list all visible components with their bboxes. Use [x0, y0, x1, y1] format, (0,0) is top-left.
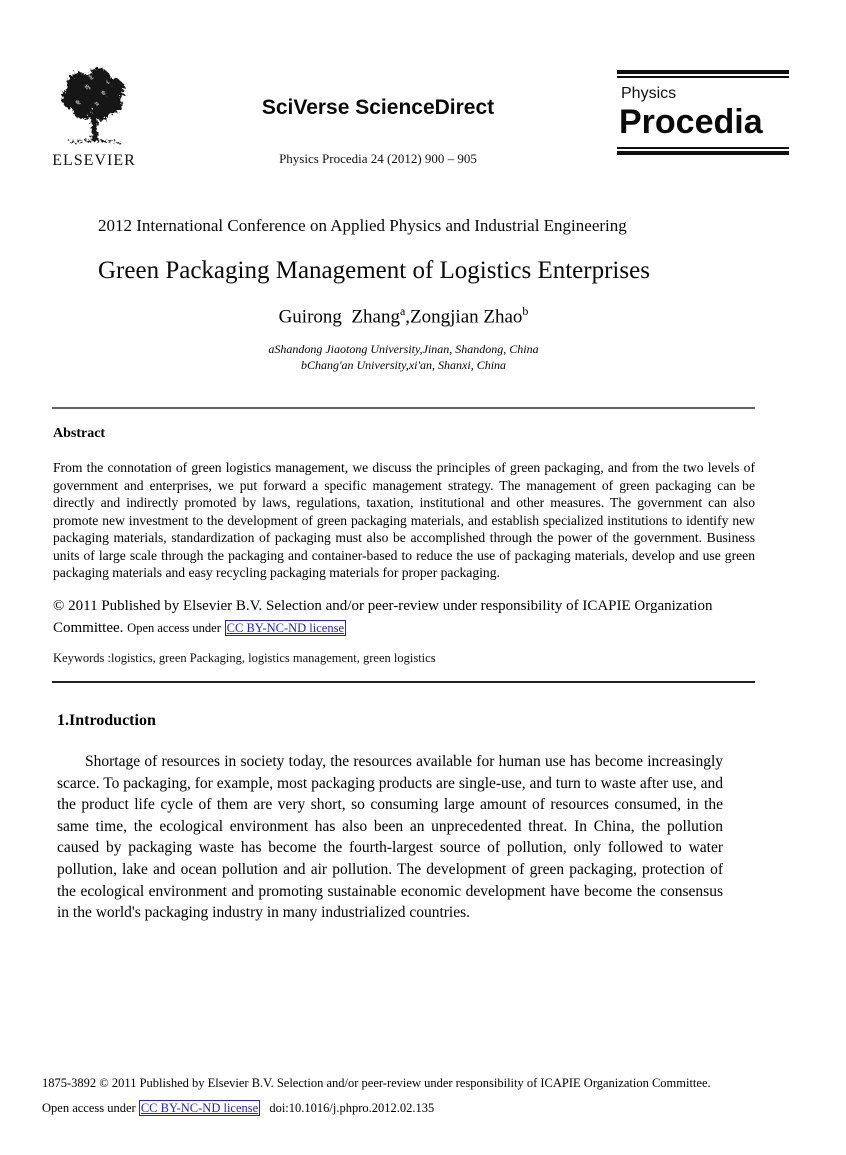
- sciverse-sciencedirect-title: SciVerse ScienceDirect: [261, 96, 495, 119]
- section-heading-introduction: 1.Introduction: [57, 712, 156, 729]
- divider-below-keywords: [52, 681, 755, 683]
- logo-top-thick-rule: [617, 70, 789, 74]
- elsevier-wordmark: ELSEVIER: [52, 152, 136, 169]
- affiliation-line: bChang'an University,xi'an, Shanxi, China: [300, 358, 507, 373]
- abstract-body: From the connotation of green logistics management, we discuss the principles of green packaging, and from the two levels of government and enterprises, we put forward a specific management strategy. The management of green packaging can be directly and indirectly promoted by laws, regulations, taxation, institutional and other measures. The government can also promote new investment to the development of green packaging materials, and establish specialized institutions to identify new packaging materials, standardization of packaging must also be accomplished through the power of the government. Business units of large scale through the packaging and container-based to reduce the use of packaging materials, develop and use green packaging materials and easy recycling packaging materials for proper packaging.: [53, 460, 755, 580]
- copyright-statement: [53, 595, 755, 639]
- cc-license-link[interactable]: CC BY-NC-ND license: [140, 1101, 259, 1115]
- keywords-line: Keywords :logistics, green Packaging, logistics management, green logistics: [53, 650, 436, 665]
- paper-title: Green Packaging Management of Logistics Enterprises: [98, 257, 650, 284]
- author-affiliation-mark: b: [522, 304, 529, 318]
- open-access-prefix: Open access under: [127, 620, 221, 635]
- page-footer: [42, 1074, 822, 1117]
- affiliations: [52, 341, 755, 373]
- abstract-heading: Abstract: [53, 426, 106, 441]
- physics-procedia-logo: [617, 70, 789, 155]
- cc-license-link[interactable]: CC BY-NC-ND license: [226, 620, 344, 635]
- affiliation-line: aShandong Jiaotong University,Jinan, Shandong, China: [268, 342, 539, 357]
- author-name: Guirong Zhang: [278, 306, 400, 328]
- logo-bottom-thin-rule: [617, 147, 789, 149]
- logo-procedia-text: Procedia: [619, 103, 763, 141]
- authors-line: [52, 304, 755, 328]
- conference-name: 2012 International Conference on Applied Physics and Industrial Engineering: [98, 216, 627, 235]
- author-affiliation-mark: a: [399, 304, 406, 318]
- footer-issn-copyright: 1875-3892 © 2011 Published by Elsevier B.V. Selection and/or peer-review under responsibility of ICAPIE Organization Committee.: [42, 1076, 711, 1090]
- author-name: Zongjian Zhao: [410, 306, 523, 328]
- elsevier-tree-icon: [48, 64, 140, 150]
- divider-above-abstract: [52, 407, 755, 409]
- logo-physics-text: Physics: [621, 85, 677, 102]
- introduction-section: [57, 712, 723, 924]
- author-separator: ,: [405, 306, 411, 328]
- logo-top-thin-rule: [617, 76, 789, 78]
- authors-block: [52, 304, 755, 373]
- title-block: [98, 216, 698, 285]
- doi-text: doi:10.1016/j.phpro.2012.02.135: [269, 1101, 435, 1115]
- elsevier-logo: [48, 64, 140, 170]
- introduction-body: Shortage of resources in society today, the resources available for human use has become increasingly scarce. To packaging, for example, most packaging products are single-use, and turn to waste after use, and the product life cycle of them are very short, so consuming large amount of resources consumed, in the same time, the ecological environment has also been an unprecedented threat. In China, the pollution caused by packaging waste has become the fourth-largest source of pollution, only followed to water pollution, lake and ocean pollution and air pollution. The development of green packaging, protection of the ecological environment and promoting sustainable economic development have become the consensus in the world's packaging industry in many industrialized countries.: [57, 753, 723, 922]
- copyright-main: © 2011 Published by Elsevier B.V. Selection and/or peer-review under responsibility of ICAPIE Organization Committee.: [53, 597, 713, 636]
- header-center: [150, 96, 606, 167]
- journal-citation: Physics Procedia 24 (2012) 900 – 905: [279, 151, 477, 166]
- logo-bottom-thick-rule: [617, 151, 789, 155]
- footer-open-access-doi: [42, 1099, 822, 1117]
- abstract-section: [53, 426, 755, 666]
- open-access-prefix: Open access under: [42, 1101, 136, 1115]
